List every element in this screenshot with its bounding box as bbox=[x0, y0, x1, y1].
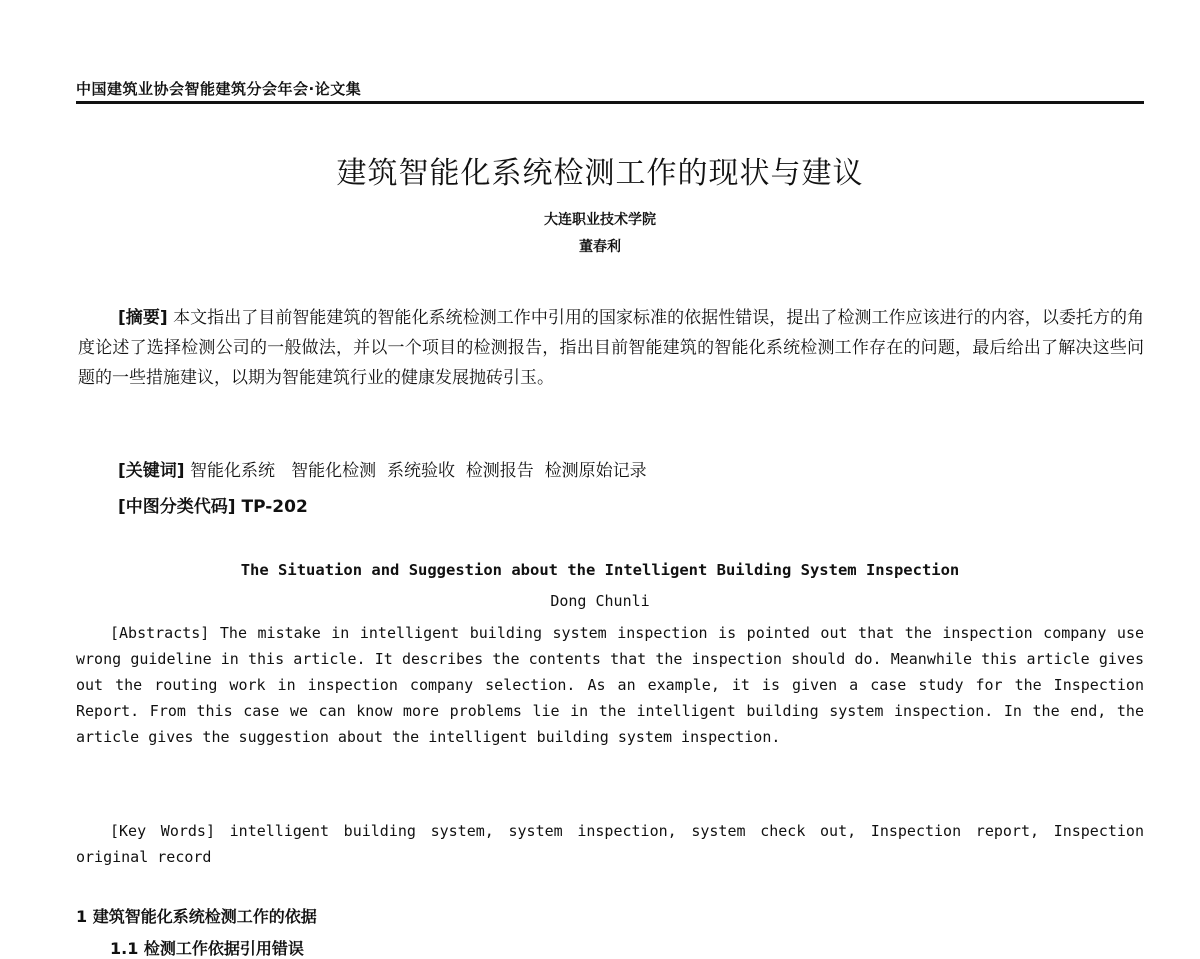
classification-label: [中图分类代码] bbox=[118, 497, 236, 517]
chinese-abstract-label: [摘要] bbox=[118, 308, 168, 328]
section-heading-1-1: 1.1 检测工作依据引用错误 bbox=[110, 939, 304, 958]
english-title: The Situation and Suggestion about the Intelligent Building System Inspection bbox=[240, 561, 960, 579]
chinese-keywords-text: 智能化系统 智能化检测 系统验收 检测报告 检测原始记录 bbox=[189, 461, 647, 481]
chinese-keywords-label: [关键词] bbox=[118, 461, 185, 481]
english-abstract-text: The mistake in intelligent building system inspection is pointed out that the inspection company use wrong guideline in this article. It describes the contents that the inspection should do. Meanwhile this article gives out the routing work in inspection company selection. As an example, it is given a case study for the Inspection Report. From this case we can know more problems lie in the intelligent building system inspection. In the end, the article gives the suggestion about the intelligent building system inspection. bbox=[76, 624, 1145, 746]
author-name: 董春利 bbox=[579, 239, 621, 255]
header-rule bbox=[76, 101, 1144, 104]
english-keywords-text: intelligent building system, system inspection, system check out, Inspection report, Inspection original record bbox=[76, 822, 1144, 866]
chinese-abstract bbox=[78, 303, 1144, 393]
classification-value: TP-202 bbox=[241, 497, 308, 517]
running-header: 中国建筑业协会智能建筑分会年会·论文集 bbox=[76, 80, 362, 98]
english-abstract-label: [Abstracts] bbox=[110, 624, 210, 642]
classification-code bbox=[118, 492, 308, 517]
paper-title: 建筑智能化系统检测工作的现状与建议 bbox=[336, 156, 864, 191]
english-abstract bbox=[76, 620, 1144, 750]
chinese-abstract-text: 本文指出了目前智能建筑的智能化系统检测工作中引用的国家标准的依据性错误，提出了检测工作应该进行的内容，以委托方的角度论述了选择检测公司的一般做法，并以一个项目的检测报告，指出目前智能建筑的智能化系统检测工作存在的问题，最后给出了解决这些问题的一些措施建议，以期为智能建筑行业的健康发展抛砖引玉。 bbox=[78, 308, 1145, 388]
english-keywords-label: [Key Words] bbox=[110, 822, 215, 840]
author-affiliation: 大连职业技术学院 bbox=[544, 212, 656, 228]
section-heading-1: 1 建筑智能化系统检测工作的依据 bbox=[76, 907, 317, 926]
chinese-keywords bbox=[118, 456, 647, 481]
english-keywords bbox=[76, 818, 1144, 870]
english-author: Dong Chunli bbox=[550, 592, 650, 610]
